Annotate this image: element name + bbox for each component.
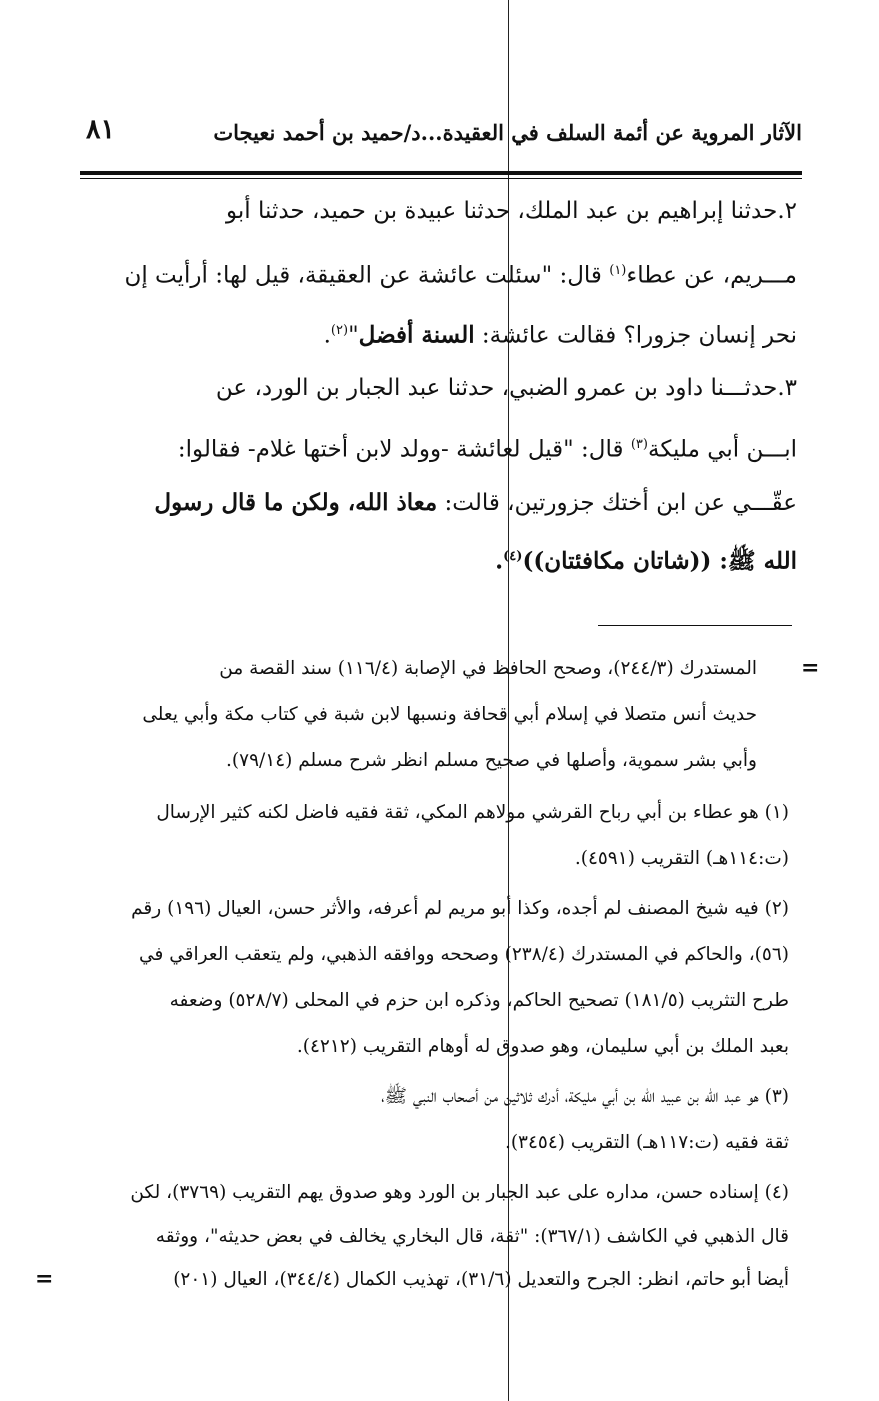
footnote-line: (٥٦)، والحاكم في المستدرك (٢٣٨/٤) وصححه ووافقه الذهبي، ولم يتعقب العراقي في	[139, 944, 789, 965]
body-line: ابـــن أبي مليكة$^{(٣)}$ قال: "قيل لعائشة -وولد لابن أختها غلام- فقالوا:	[177, 436, 797, 463]
body-line: نحر إنسان جزورا؟ فقالت عائشة: السنة أفضل"$^{(٢)}$.	[323, 321, 797, 349]
body-line: ٣.حدثـــنا داود بن عمرو الضبي، حدثنا عبد الجبار بن الورد، عن	[215, 375, 797, 401]
page-header	[78, 108, 802, 158]
footnote-line: بعبد الملك بن أبي سليمان، وهو صدوق له أوهام التقريب (٤٢١٢).	[296, 1036, 789, 1057]
page-number: ٨١	[86, 114, 116, 145]
footnote-line: المستدرك (٢٤٤/٣)، وصحح الحافظ في الإصابة (١١٦/٤) سند القصة من	[219, 658, 757, 679]
footnote-ref: (١)	[609, 263, 627, 278]
running-title: الآثار المروية عن أئمة السلف في العقيدة...د/حميد بن أحمد نعيجات	[213, 120, 802, 145]
emphasis-text: معاذ الله، ولكن ما قال رسول	[154, 489, 438, 516]
footnote-line: (١) هو عطاء بن أبي رباح القرشي مولاهم المكي، ثقة فقيه فاضل لكنه كثير الإرسال	[156, 802, 789, 823]
footnote-ref: (٢)	[330, 323, 349, 338]
header-rule-thick	[80, 171, 802, 175]
footnote-line: وأبي بشر سموية، وأصلها في صحيح مسلم انظر شرح مسلم (٧٩/١٤).	[226, 750, 757, 771]
footnote-line: ثقة فقيه (ت:١١٧هـ) التقريب (٣٤٥٤).	[504, 1132, 789, 1153]
body-line: مـــريم، عن عطاء$^{(١)}$ قال: "سئلت عائشة عن العقيقة، قيل لها: أرأيت إن	[124, 262, 797, 289]
footnote-line: (٤) إسناده حسن، مداره على عبد الجبار بن الورد وهو صدوق يهم التقريب (٣٧٦٩)، لكن	[130, 1182, 789, 1203]
footnote-line: (٣) هو عبد الله بن عبيد الله بن أبي مليكة، أدرك ثلاثين من أصحاب النبي ﷺ،	[381, 1086, 789, 1107]
footnote-line: (٢) فيه شيخ المصنف لم أجده، وكذا أبو مريم لم أعرفه، والأثر حسن، العيال (١٩٦) رقم	[131, 898, 789, 919]
body-line: الله ﷺ: ((شاتان مكافئتان))$^{(٤)}$.	[495, 547, 797, 575]
footnote-line: (ت:١١٤هـ) التقريب (٤٥٩١).	[574, 848, 789, 869]
footnote-line: قال الذهبي في الكاشف (٣٦٧/١): "ثقة، قال البخاري يخالف في بعض حديثه"، ووثقه	[155, 1226, 789, 1247]
header-rule-thin	[80, 178, 802, 179]
footnote-line: أيضا أبو حاتم، انظر: الجرح والتعديل (٣١/٦)، تهذيب الكمال (٣٤٤/٤)، العيال (٢٠١)	[173, 1269, 789, 1290]
footnote-line: طرح التثريب (١٨١/٥) تصحيح الحاكم، وذكره ابن حزم في المحلى (٥٢٨/٧) وضعفه	[169, 990, 789, 1011]
continuation-mark: =	[801, 655, 820, 681]
body-line: ٢.حدثنا إبراهيم بن عبد الملك، حدثنا عبيدة بن حميد، حدثنا أبو	[226, 198, 797, 224]
footnote-ref: (٣)	[630, 437, 648, 452]
footnote-ref: (٤)	[503, 549, 523, 564]
footnote-line: حديث أنس متصلا في إسلام أبي قحافة ونسبها لابن شبة في كتاب مكة وأبي يعلى	[142, 704, 757, 725]
emphasis-text: السنة أفضل	[358, 321, 475, 349]
body-line: عقّـــي عن ابن أختك جزورتين، قالت: معاذ الله، ولكن ما قال رسول	[154, 489, 797, 516]
continuation-mark: =	[35, 1266, 54, 1292]
footnote-separator	[598, 625, 792, 626]
